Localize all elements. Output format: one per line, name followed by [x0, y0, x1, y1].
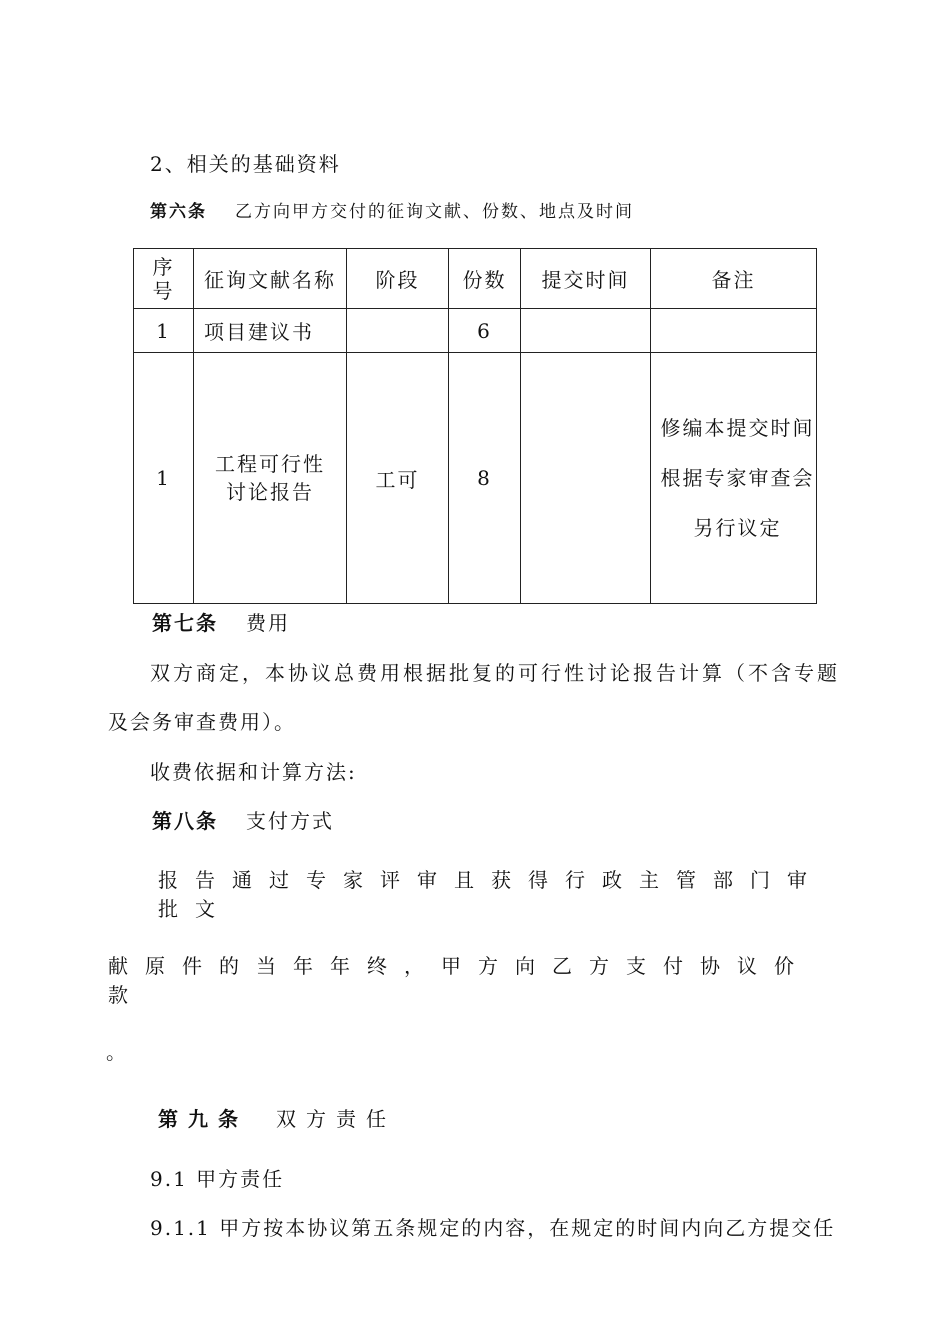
article-8-text: 支付方式 — [246, 809, 334, 833]
cell-copies: 6 — [449, 309, 521, 353]
cell-stage: 工可 — [347, 353, 449, 604]
article-8 — [152, 805, 334, 834]
article-6-text: 乙方向甲方交付的征询文献、份数、地点及时间 — [235, 202, 634, 222]
header-remark: 备注 — [651, 249, 817, 309]
table-row — [134, 353, 817, 604]
payment-line3: 。 — [106, 1040, 128, 1064]
header-no: 序号 — [134, 249, 194, 309]
cell-copies: 8 — [449, 353, 521, 604]
documents-table — [133, 248, 817, 604]
fee-paragraph-line1: 双方商定，本协议总费用根据批复的可行性讨论报告计算（不含专题 — [150, 661, 840, 685]
article-9-label: 第九条 — [158, 1107, 248, 1131]
header-stage: 阶段 — [347, 249, 449, 309]
header-copies: 份数 — [449, 249, 521, 309]
payment-line2: 献原件的当年年终，甲方向乙方支付协议价款 — [108, 954, 811, 1007]
article-6-label: 第六条 — [150, 202, 207, 222]
article-8-label: 第八条 — [152, 809, 218, 833]
cell-name: 工程可行性讨论报告 — [194, 353, 347, 604]
fee-basis-line: 收费依据和计算方法: — [150, 760, 357, 784]
fee-paragraph-line2: 及会务审查费用）。 — [108, 710, 296, 734]
cell-name: 项目建议书 — [194, 309, 347, 353]
article-7-text: 费用 — [246, 611, 290, 635]
cell-stage — [347, 309, 449, 353]
table-header-row — [134, 249, 817, 309]
table-row — [134, 309, 817, 353]
payment-line1: 报告通过专家评审且获得行政主管部门审批文 — [158, 868, 824, 921]
article-6 — [150, 197, 634, 222]
cell-no: 1 — [134, 353, 194, 604]
cell-time — [521, 353, 651, 604]
article-7 — [152, 607, 290, 636]
cell-remark: 修编本提交时间根据专家审查会另行议定 — [651, 353, 817, 604]
article-9 — [158, 1103, 396, 1132]
cell-remark — [651, 309, 817, 353]
header-name: 征询文献名称 — [194, 249, 347, 309]
cell-no: 1 — [134, 309, 194, 353]
header-time: 提交时间 — [521, 249, 651, 309]
section-9-1-1: 9.1.1 甲方按本协议第五条规定的内容，在规定的时间内向乙方提交任 — [150, 1216, 836, 1240]
heading-basic-materials: 2、相关的基础资料 — [150, 152, 341, 176]
article-7-label: 第七条 — [152, 611, 218, 635]
cell-time — [521, 309, 651, 353]
article-9-text: 双方责任 — [276, 1107, 396, 1131]
section-9-1: 9.1 甲方责任 — [150, 1167, 285, 1191]
